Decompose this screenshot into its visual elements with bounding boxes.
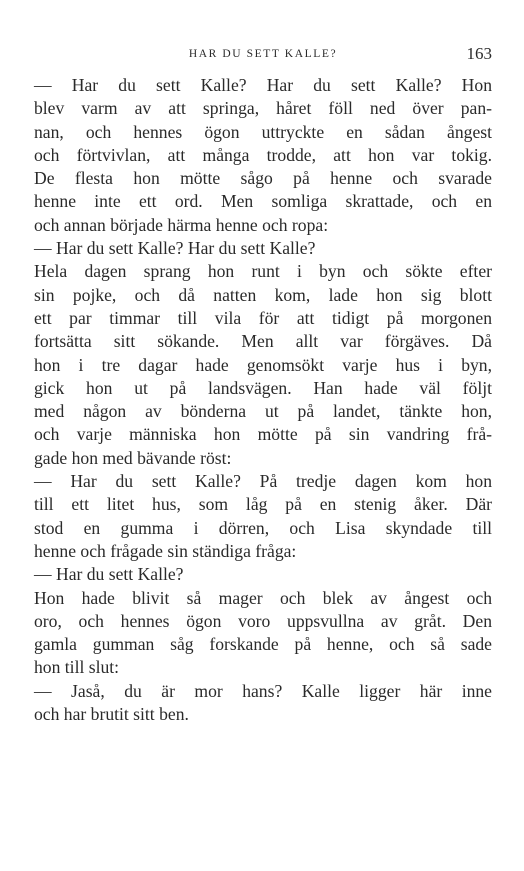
text-line: — Har du sett Kalle? Har du sett Kalle? (34, 238, 316, 259)
text-line: oro, och hennes ögon voro uppsvullna av gråt. Den (34, 610, 492, 631)
text-line: ett par timmar till vila för att tidigt på morgonen (34, 307, 492, 328)
text-line: gade hon med bävande röst: (34, 447, 232, 468)
text-line: och har brutit sitt ben. (34, 704, 189, 725)
running-head (34, 44, 492, 66)
text-line: blev varm av att springa, håret föll ned över pan- (34, 98, 492, 119)
text-line: och förtvivlan, att många trodde, att hon var tokig. (34, 144, 492, 165)
text-line: och varje människa hon mötte på sin vandring frå- (34, 424, 492, 445)
page-number: 163 (466, 44, 492, 63)
text-line: hon i tre dagar hade genomsökt varje hus i byn, (34, 354, 492, 375)
text-line: sin pojke, och då natten kom, lade hon sig blott (34, 284, 492, 305)
text-line: — Har du sett Kalle? På tredje dagen kom hon (34, 471, 492, 492)
text-line: nan, och hennes ögon uttryckte en sådan ångest (34, 121, 492, 142)
text-line: fortsätta sitt sökande. Men allt var förgäves. Då (34, 331, 492, 352)
text-line: Hela dagen sprang hon runt i byn och sökte efter (34, 261, 492, 282)
text-line: stod en gumma i dörren, och Lisa skyndade till (34, 517, 492, 538)
running-title: HAR DU SETT KALLE? (188, 48, 338, 60)
text-line: henne och frågade sin ständiga fråga: (34, 540, 297, 561)
text-line: — Har du sett Kalle? (34, 564, 184, 585)
text-line: gick hon ut på landsvägen. Han hade väl följt (34, 377, 492, 398)
text-line: Hon hade blivit så mager och blek av ångest och (34, 587, 492, 608)
text-line: hon till slut: (34, 657, 120, 678)
text-line: med någon av bönderna ut på landet, tänkte hon, (34, 401, 492, 422)
text-line: till ett litet hus, som låg på en stenig åker. Där (34, 494, 492, 515)
text-line: — Har du sett Kalle? Har du sett Kalle? Hon (34, 75, 492, 95)
text-line: henne inte ett ord. Men somliga skrattade, och en (34, 191, 492, 212)
text-line: gamla gumman såg forskande på henne, och så sade (34, 634, 492, 655)
text-line: — Jaså, du är mor hans? Kalle ligger här inne (34, 680, 492, 701)
text-line: De flesta hon mötte sågo på henne och svarade (34, 168, 492, 189)
body-text (34, 74, 492, 726)
text-line: och annan började härma henne och ropa: (34, 214, 329, 235)
